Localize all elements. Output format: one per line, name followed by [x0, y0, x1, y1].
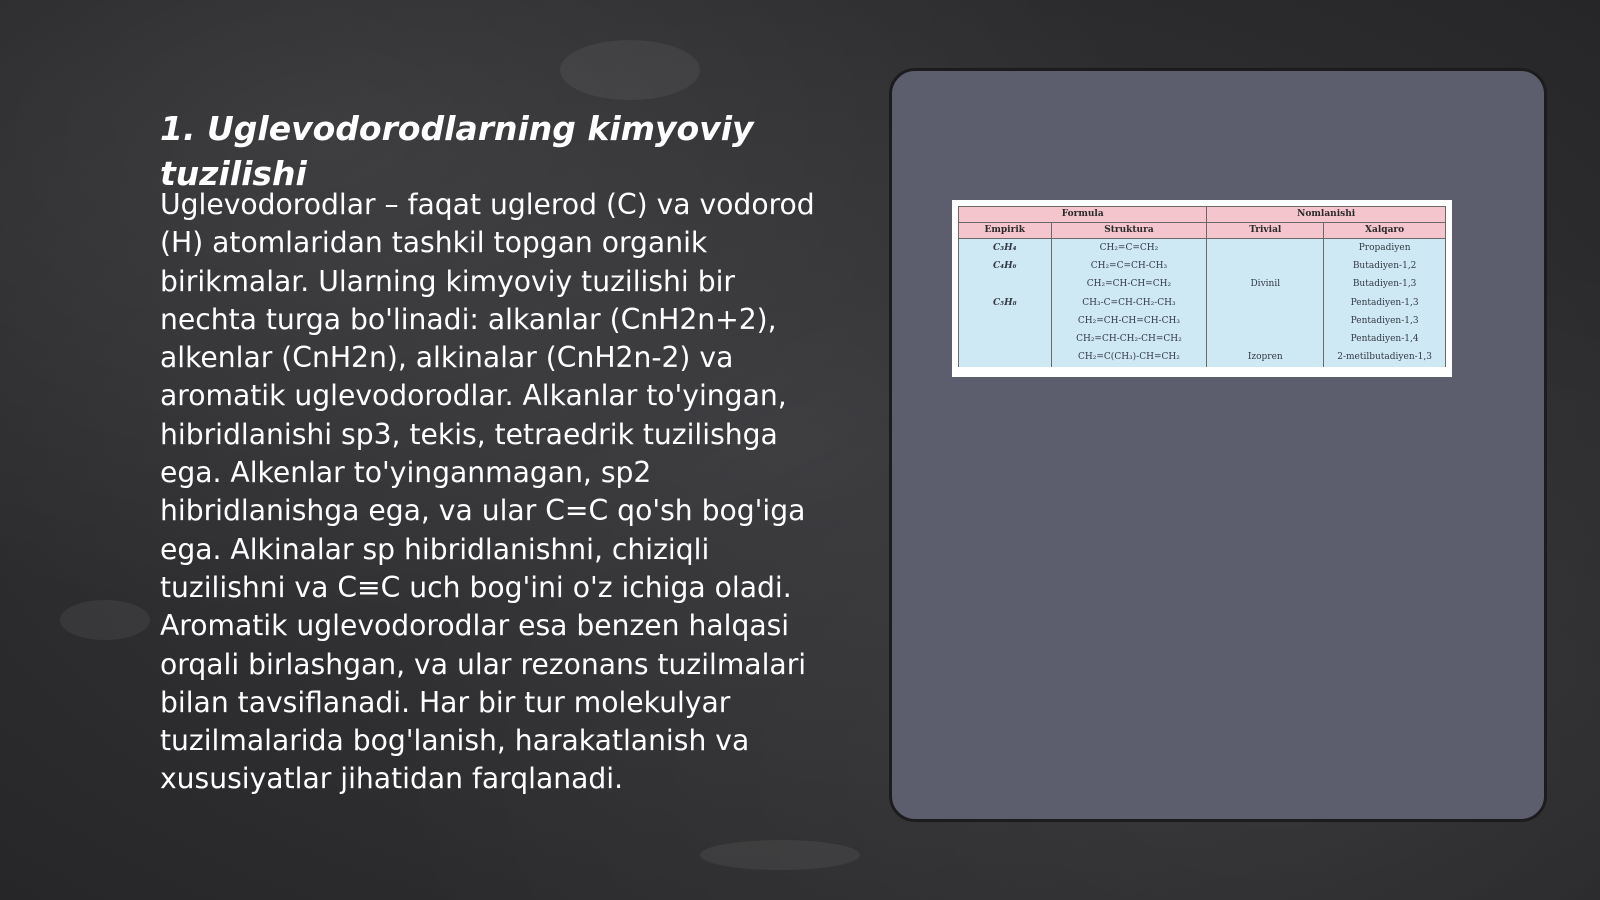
cell-trivial — [1207, 294, 1324, 312]
cell-empirik: C₅H₈ — [959, 294, 1052, 312]
cell-trivial — [1207, 239, 1324, 258]
chalk-texture — [560, 40, 700, 100]
image-frame — [889, 68, 1547, 822]
cell-trivial: Divinil — [1207, 276, 1324, 294]
cell-trivial — [1207, 330, 1324, 348]
column-header-empirik: Empirik — [959, 223, 1052, 239]
table-row — [959, 239, 1446, 258]
table-row — [959, 294, 1446, 312]
cell-xalqaro: Propadiyen — [1324, 239, 1446, 258]
cell-trivial — [1207, 257, 1324, 275]
group-header-formula: Formula — [959, 207, 1207, 223]
cell-empirik — [959, 330, 1052, 348]
nomenclature-table-image — [952, 200, 1452, 377]
cell-empirik — [959, 312, 1052, 330]
group-header-nomlanishi: Nomlanishi — [1207, 207, 1446, 223]
cell-empirik — [959, 276, 1052, 294]
cell-xalqaro: 2-metilbutadiyen-1,3 — [1324, 349, 1446, 367]
table-row — [959, 312, 1446, 330]
cell-empirik: C₃H₄ — [959, 239, 1052, 258]
cell-struktura: CH₃-C=CH-CH₂-CH₃ — [1051, 294, 1207, 312]
cell-struktura: CH₂=CH-CH₂-CH=CH₂ — [1051, 330, 1207, 348]
table-row — [959, 276, 1446, 294]
cell-trivial: Izopren — [1207, 349, 1324, 367]
table-group-header-row — [959, 207, 1446, 223]
cell-struktura: CH₂=CH-CH=CH₂ — [1051, 276, 1207, 294]
cell-xalqaro: Butadiyen-1,3 — [1324, 276, 1446, 294]
cell-xalqaro: Butadiyen-1,2 — [1324, 257, 1446, 275]
cell-struktura: CH₂=C=CH₂ — [1051, 239, 1207, 258]
cell-xalqaro: Pentadiyen-1,4 — [1324, 330, 1446, 348]
column-header-trivial: Trivial — [1207, 223, 1324, 239]
cell-struktura: CH₂=CH-CH=CH-CH₃ — [1051, 312, 1207, 330]
column-header-struktura: Struktura — [1051, 223, 1207, 239]
cell-empirik: C₄H₆ — [959, 257, 1052, 275]
cell-struktura: CH₂=C(CH₃)-CH=CH₂ — [1051, 349, 1207, 367]
cell-trivial — [1207, 312, 1324, 330]
column-header-xalqaro: Xalqaro — [1324, 223, 1446, 239]
cell-xalqaro: Pentadiyen-1,3 — [1324, 312, 1446, 330]
slide-body-text: Uglevodorodlar – faqat uglerod (C) va vodorod (H) atomlaridan tashkil topgan organik birikmalar. Ularning kimyoviy tuzilishi bir nechta turga bo'linadi: alkanlar (CnH2n+2), alkenlar (CnH2n), alkinalar (CnH2n-2) va aromatik uglevodorodlar. Alkanlar to'yingan, hibridlanishi sp3, tekis, tetraedrik tuzilishga ega. Alkenlar to'yinganmagan, sp2 hibridlanishga ega, va ular C=C qo'sh bog'iga ega. Alkinalar sp hibridlanishni, chiziqli tuzilishni va C≡C uch bog'ini o'z ichiga oladi. Aromatik uglevodorodlar esa benzen halqasi orqali birlashgan, va ular rezonans tuzilmalari bilan tavsiflanadi. Har bir tur molekulyar tuzilmalarida bog'lanish, harakatlanish va xususiyatlar jihatidan farqlanadi. — [160, 188, 815, 796]
table-row — [959, 330, 1446, 348]
cell-xalqaro: Pentadiyen-1,3 — [1324, 294, 1446, 312]
table-column-header-row — [959, 223, 1446, 239]
slide-title: 1. Uglevodorodlarning kimyoviy tuzilishi — [160, 109, 754, 193]
table-row — [959, 257, 1446, 275]
nomenclature-table — [958, 206, 1446, 367]
cell-struktura: CH₂=C=CH-CH₃ — [1051, 257, 1207, 275]
table-row — [959, 349, 1446, 367]
chalk-texture — [60, 600, 150, 640]
chalk-texture — [700, 840, 860, 870]
cell-empirik — [959, 349, 1052, 367]
